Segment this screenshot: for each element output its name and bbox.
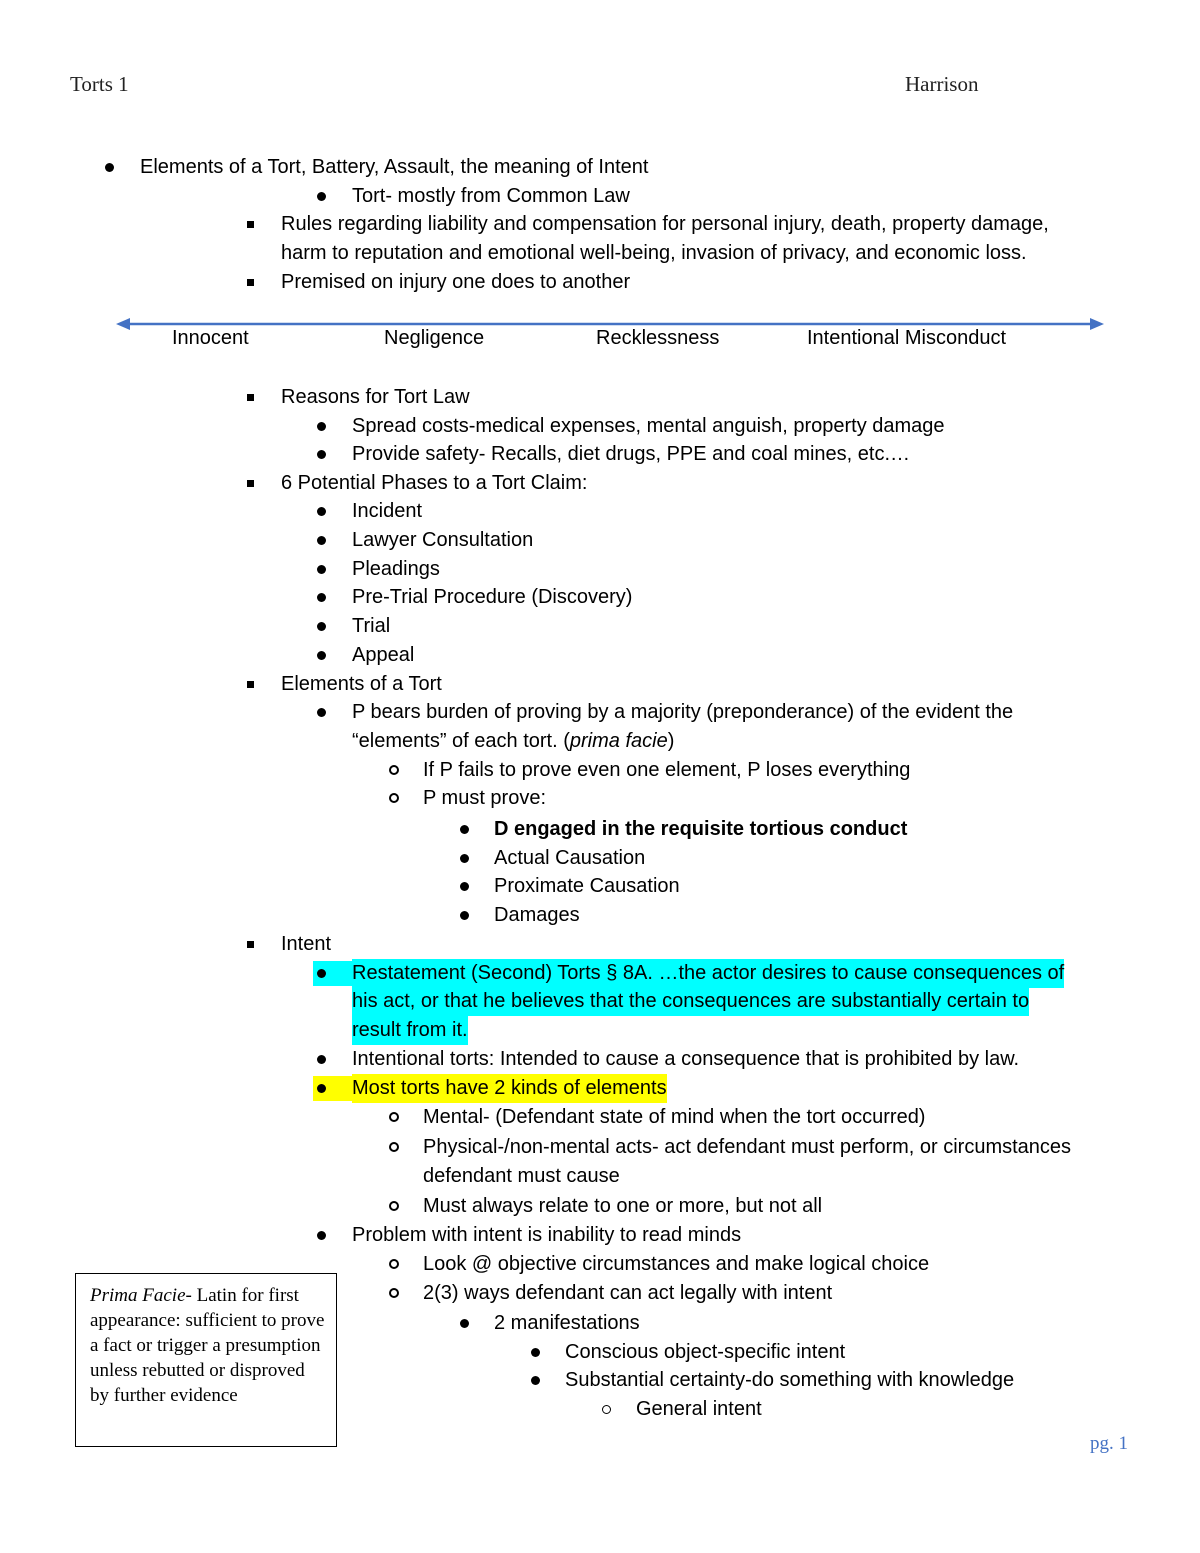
outline-item bbox=[0, 930, 1200, 959]
outline-item-italic-term: prima facie bbox=[569, 730, 668, 752]
outline-item-text: Mental- (Defendant state of mind when the tort occurred) bbox=[423, 1106, 926, 1128]
outline-item-text: If P fails to prove even one element, P loses everything bbox=[423, 759, 911, 781]
spectrum-label-innocent: Innocent bbox=[172, 327, 249, 349]
outline-item-text: P bears burden of proving by a majority (preponderance) of the evident the bbox=[352, 701, 1014, 723]
outline-item-text: Provide safety- Recalls, diet drugs, PPE and coal mines, etc.… bbox=[352, 443, 911, 465]
outline-item-text: Must always relate to one or more, but not all bbox=[423, 1195, 823, 1217]
outline-item-text: Actual Causation bbox=[494, 847, 646, 869]
outline-item bbox=[0, 784, 1200, 813]
outline-item bbox=[0, 1133, 1200, 1162]
outline-item bbox=[0, 182, 1200, 211]
spectrum-label-recklessness: Recklessness bbox=[596, 327, 720, 349]
outline-item bbox=[0, 872, 1200, 901]
outline-item bbox=[0, 1074, 1200, 1103]
outline-item bbox=[0, 555, 1200, 584]
outline-item-text: Damages bbox=[494, 904, 580, 926]
outline-item bbox=[0, 698, 1200, 727]
outline-item-text: 2(3) ways defendant can act legally with intent bbox=[423, 1282, 833, 1304]
outline-item-text-part: harm to reputation and emotional well-being, invasion of privacy, and economic loss. bbox=[281, 242, 1027, 264]
outline-item bbox=[0, 583, 1200, 612]
outline-item bbox=[0, 1221, 1200, 1250]
outline-item-text: Most torts have 2 kinds of elements bbox=[352, 1074, 667, 1103]
outline-item-text: Conscious object-specific intent bbox=[565, 1341, 846, 1363]
outline-item-text: Restatement (Second) Torts § 8A. …the actor desires to cause consequences of bbox=[352, 959, 1064, 988]
outline-item-text: Trial bbox=[352, 615, 391, 637]
outline-item-text: Pleadings bbox=[352, 558, 440, 580]
outline-item-text: Tort- mostly from Common Law bbox=[352, 185, 630, 207]
outline-item-text-part: ) bbox=[667, 730, 675, 752]
outline-item bbox=[0, 815, 1200, 844]
spectrum-arrowhead-right bbox=[1090, 318, 1104, 330]
outline-item bbox=[0, 1045, 1200, 1074]
outline-item bbox=[0, 1103, 1200, 1132]
outline-item-text: Look @ objective circumstances and make logical choice bbox=[423, 1253, 930, 1275]
prima-facie-definition-box bbox=[75, 1273, 337, 1447]
outline-item bbox=[0, 670, 1200, 699]
outline-item-text: Intent bbox=[281, 933, 332, 955]
outline-item bbox=[0, 268, 1200, 297]
outline-item-continuation bbox=[0, 987, 1200, 1016]
outline-item-text: Physical-/non-mental acts- act defendant must perform, or circumstances bbox=[423, 1136, 1072, 1158]
outline-item-text: Reasons for Tort Law bbox=[281, 386, 470, 408]
outline-item bbox=[0, 641, 1200, 670]
outline-item-text: Incident bbox=[352, 500, 423, 522]
spectrum-label-negligence: Negligence bbox=[384, 327, 485, 349]
outline-item-text: Pre-Trial Procedure (Discovery) bbox=[352, 586, 633, 608]
outline-item-text: Elements of a Tort, Battery, Assault, the meaning of Intent bbox=[140, 156, 649, 178]
outline-item bbox=[0, 497, 1200, 526]
outline-item-continuation bbox=[0, 239, 1200, 268]
outline-item-text: Problem with intent is inability to read minds bbox=[352, 1224, 742, 1246]
outline-item-text-part: defendant must cause bbox=[423, 1165, 620, 1187]
outline-item bbox=[0, 844, 1200, 873]
outline-item-text: 6 Potential Phases to a Tort Claim: bbox=[281, 472, 588, 494]
outline-item-text bbox=[352, 987, 1029, 1016]
header-course-title: Torts 1 bbox=[70, 72, 129, 96]
outline-item-text bbox=[423, 1162, 620, 1191]
outline-item bbox=[0, 412, 1200, 441]
outline-item-continuation bbox=[0, 727, 1200, 756]
outline-item-text: Proximate Causation bbox=[494, 875, 680, 897]
outline-item bbox=[0, 901, 1200, 930]
outline-item-text: General intent bbox=[636, 1398, 762, 1420]
definition-term: Prima Facie bbox=[90, 1285, 186, 1306]
outline-item bbox=[0, 756, 1200, 785]
outline-item-text bbox=[281, 239, 1027, 268]
outline-item-text: Lawyer Consultation bbox=[352, 529, 534, 551]
outline-item-text-part: “elements” of each tort. ( bbox=[352, 730, 570, 752]
outline-item-text: Rules regarding liability and compensation for personal injury, death, property damage, bbox=[281, 213, 1049, 235]
outline-item-text: 2 manifestations bbox=[494, 1312, 640, 1334]
outline-item-text: P must prove: bbox=[423, 787, 547, 809]
outline-item bbox=[0, 612, 1200, 641]
definition-text: - Latin for first appearance: sufficient to prove a fact or trigger a presumption unless rebutted or disproved by further evidence bbox=[90, 1285, 325, 1406]
outline-item bbox=[0, 1192, 1200, 1221]
outline-item-text: Intentional torts: Intended to cause a consequence that is prohibited by law. bbox=[352, 1048, 1020, 1070]
outline-item bbox=[0, 526, 1200, 555]
page-number: pg. 1 bbox=[1090, 1433, 1128, 1454]
outline-item bbox=[0, 469, 1200, 498]
outline-item bbox=[0, 959, 1200, 988]
outline-item-text bbox=[352, 1016, 468, 1045]
spectrum-label-intentional-misconduct: Intentional Misconduct bbox=[807, 327, 1007, 349]
outline-item-text: Substantial certainty-do something with knowledge bbox=[565, 1369, 1015, 1391]
outline-item bbox=[0, 383, 1200, 412]
outline-item-text: Premised on injury one does to another bbox=[281, 271, 631, 293]
header-professor-name: Harrison bbox=[905, 72, 979, 96]
spectrum-arrowhead-left bbox=[116, 318, 130, 330]
outline-item-text: Spread costs-medical expenses, mental anguish, property damage bbox=[352, 415, 945, 437]
outline-item bbox=[0, 153, 1200, 182]
outline-item-text-part: his act, or that he believes that the consequences are substantially certain to bbox=[352, 990, 1030, 1012]
outline-item-text-part: result from it. bbox=[352, 1019, 468, 1041]
outline-item-continuation bbox=[0, 1162, 1200, 1191]
outline-item bbox=[0, 440, 1200, 469]
outline-item-text: D engaged in the requisite tortious conduct bbox=[494, 818, 908, 840]
outline-item-text: Elements of a Tort bbox=[281, 673, 442, 695]
outline-item-text: Appeal bbox=[352, 644, 415, 666]
outline-item bbox=[0, 210, 1200, 239]
outline-item-continuation bbox=[0, 1016, 1200, 1045]
outline-item-text bbox=[352, 727, 674, 756]
